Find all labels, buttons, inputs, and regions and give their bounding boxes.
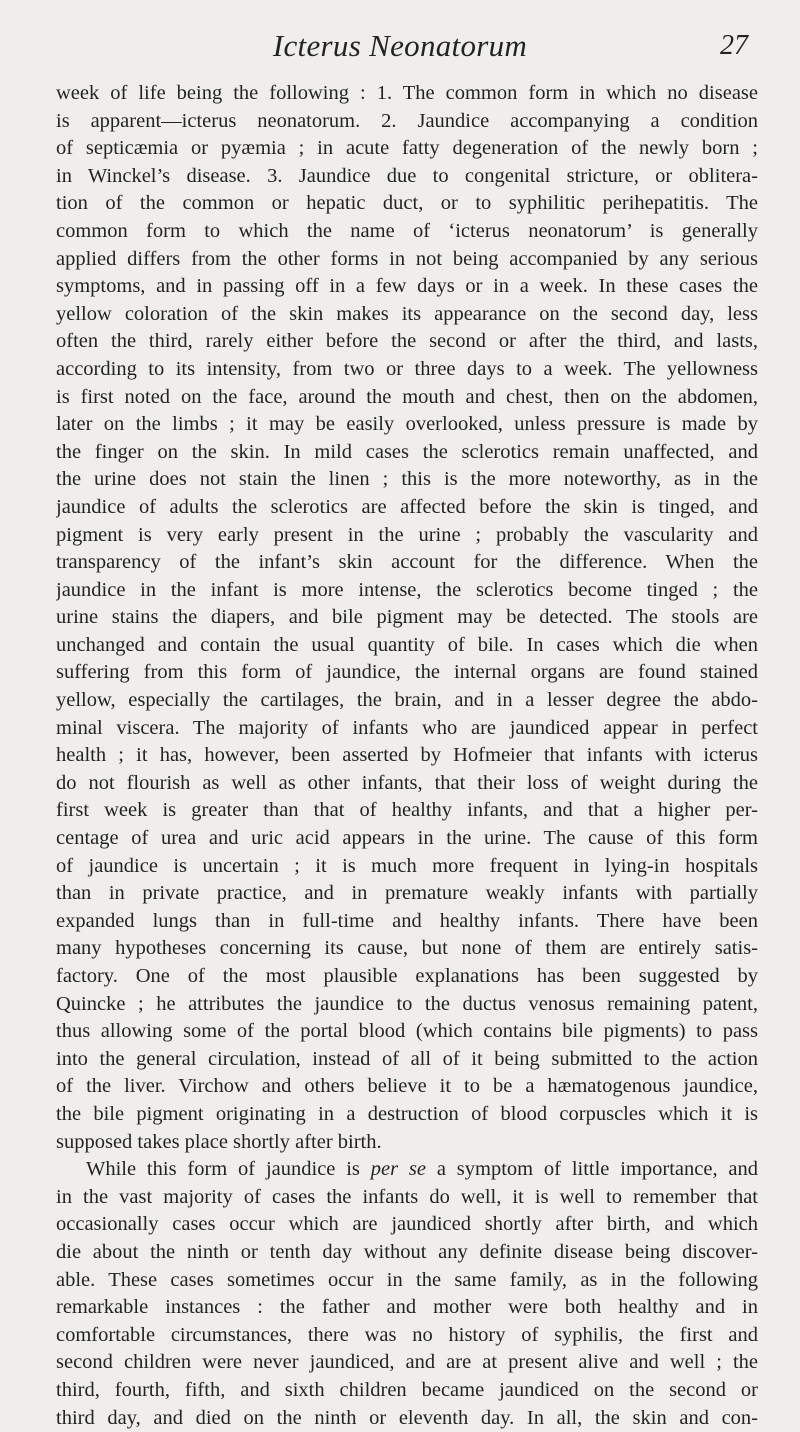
text-line: thus allowing some of the portal blood (which contains bile pigments) to pass	[56, 1018, 758, 1046]
text-line: urine stains the diapers, and bile pigment may be detected. The stools are	[56, 604, 758, 632]
page-number: 27	[720, 26, 748, 66]
text-line: symptoms, and in passing off in a few days or in a week. In these cases the	[56, 273, 758, 301]
text-line: jaundice in the infant is more intense, the sclerotics become tinged ; the	[56, 577, 758, 605]
text-line: often the third, rarely either before the second or after the third, and lasts,	[56, 328, 758, 356]
text-line: able. These cases sometimes occur in the same family, as in the following	[56, 1267, 758, 1295]
text-line: of jaundice is uncertain ; it is much more frequent in lying-in hospitals	[56, 853, 758, 881]
text-line: common form to which the name of ‘icterus neonatorum’ is generally	[56, 218, 758, 246]
text-line: expanded lungs than in full-time and healthy infants. There have been	[56, 908, 758, 936]
text-line: the finger on the skin. In mild cases the sclerotics remain unaffected, and	[56, 439, 758, 467]
text-line: centage of urea and uric acid appears in the urine. The cause of this form	[56, 825, 758, 853]
running-title: Icterus Neonatorum	[0, 26, 800, 66]
text-line: tion of the common or hepatic duct, or to syphilitic perihepatitis. The	[56, 190, 758, 218]
text-line: occasionally cases occur which are jaundiced shortly after birth, and which	[56, 1211, 758, 1239]
text-line: suffering from this form of jaundice, the internal organs are found stained	[56, 659, 758, 687]
text-run: While this form of jaundice is	[86, 1158, 371, 1180]
text-line: is apparent—icterus neonatorum. 2. Jaundice accompanying a condition	[56, 108, 758, 136]
text-line: is first noted on the face, around the mouth and chest, then on the abdomen,	[56, 384, 758, 412]
text-line: of the liver. Virchow and others believe it to be a hæmatogenous jaundice,	[56, 1073, 758, 1101]
text-line: of septicæmia or pyæmia ; in acute fatty degeneration of the newly born ;	[56, 135, 758, 163]
text-line: minal viscera. The majority of infants who are jaundiced appear in perfect	[56, 715, 758, 743]
text-line: third, fourth, fifth, and sixth children became jaundiced on the second or	[56, 1377, 758, 1405]
text-line: Quincke ; he attributes the jaundice to the ductus venosus remaining patent,	[56, 991, 758, 1019]
text-line: later on the limbs ; it may be easily overlooked, unless pressure is made by	[56, 411, 758, 439]
text-line: into the general circulation, instead of all of it being submitted to the action	[56, 1046, 758, 1074]
italic-phrase: per se	[371, 1158, 426, 1180]
text-line: pigment is very early present in the urine ; probably the vascularity and	[56, 522, 758, 550]
running-head	[0, 26, 800, 66]
text-line: comfortable circumstances, there was no history of syphilis, the first and	[56, 1322, 758, 1350]
text-line: than in private practice, and in premature weakly infants with partially	[56, 880, 758, 908]
text-line: the bile pigment originating in a destruction of blood corpuscles which it is	[56, 1101, 758, 1129]
text-line: transparency of the infant’s skin account for the difference. When the	[56, 549, 758, 577]
text-line: in the vast majority of cases the infants do well, it is well to remember that	[56, 1184, 758, 1212]
text-line: third day, and died on the ninth or eleventh day. In all, the skin and con-	[56, 1405, 758, 1432]
text-line: health ; it has, however, been asserted by Hofmeier that infants with icterus	[56, 742, 758, 770]
text-line: supposed takes place shortly after birth.	[56, 1129, 758, 1157]
text-line: second children were never jaundiced, and are at present alive and well ; the	[56, 1349, 758, 1377]
text-line: unchanged and contain the usual quantity of bile. In cases which die when	[56, 632, 758, 660]
text-line: many hypotheses concerning its cause, but none of them are entirely satis-	[56, 935, 758, 963]
text-line: in Winckel’s disease. 3. Jaundice due to congenital stricture, or oblitera-	[56, 163, 758, 191]
body-text	[56, 80, 758, 1432]
text-line: factory. One of the most plausible explanations has been suggested by	[56, 963, 758, 991]
text-line: applied differs from the other forms in not being accompanied by any serious	[56, 246, 758, 274]
text-line: according to its intensity, from two or three days to a week. The yellowness	[56, 356, 758, 384]
text-line: yellow, especially the cartilages, the brain, and in a lesser degree the abdo-	[56, 687, 758, 715]
text-line: first week is greater than that of healthy infants, and that a higher per-	[56, 797, 758, 825]
text-line: do not flourish as well as other infants, that their loss of weight during the	[56, 770, 758, 798]
text-line: die about the ninth or tenth day without any definite disease being discover-	[56, 1239, 758, 1267]
text-line: week of life being the following : 1. The common form in which no disease	[56, 80, 758, 108]
paragraph-start-line	[56, 1156, 758, 1184]
text-line: the urine does not stain the linen ; this is the more noteworthy, as in the	[56, 466, 758, 494]
text-line: remarkable instances : the father and mother were both healthy and in	[56, 1294, 758, 1322]
text-line: yellow coloration of the skin makes its appearance on the second day, less	[56, 301, 758, 329]
text-line: jaundice of adults the sclerotics are affected before the skin is tinged, and	[56, 494, 758, 522]
text-run: a symptom of little importance, and	[426, 1158, 758, 1180]
